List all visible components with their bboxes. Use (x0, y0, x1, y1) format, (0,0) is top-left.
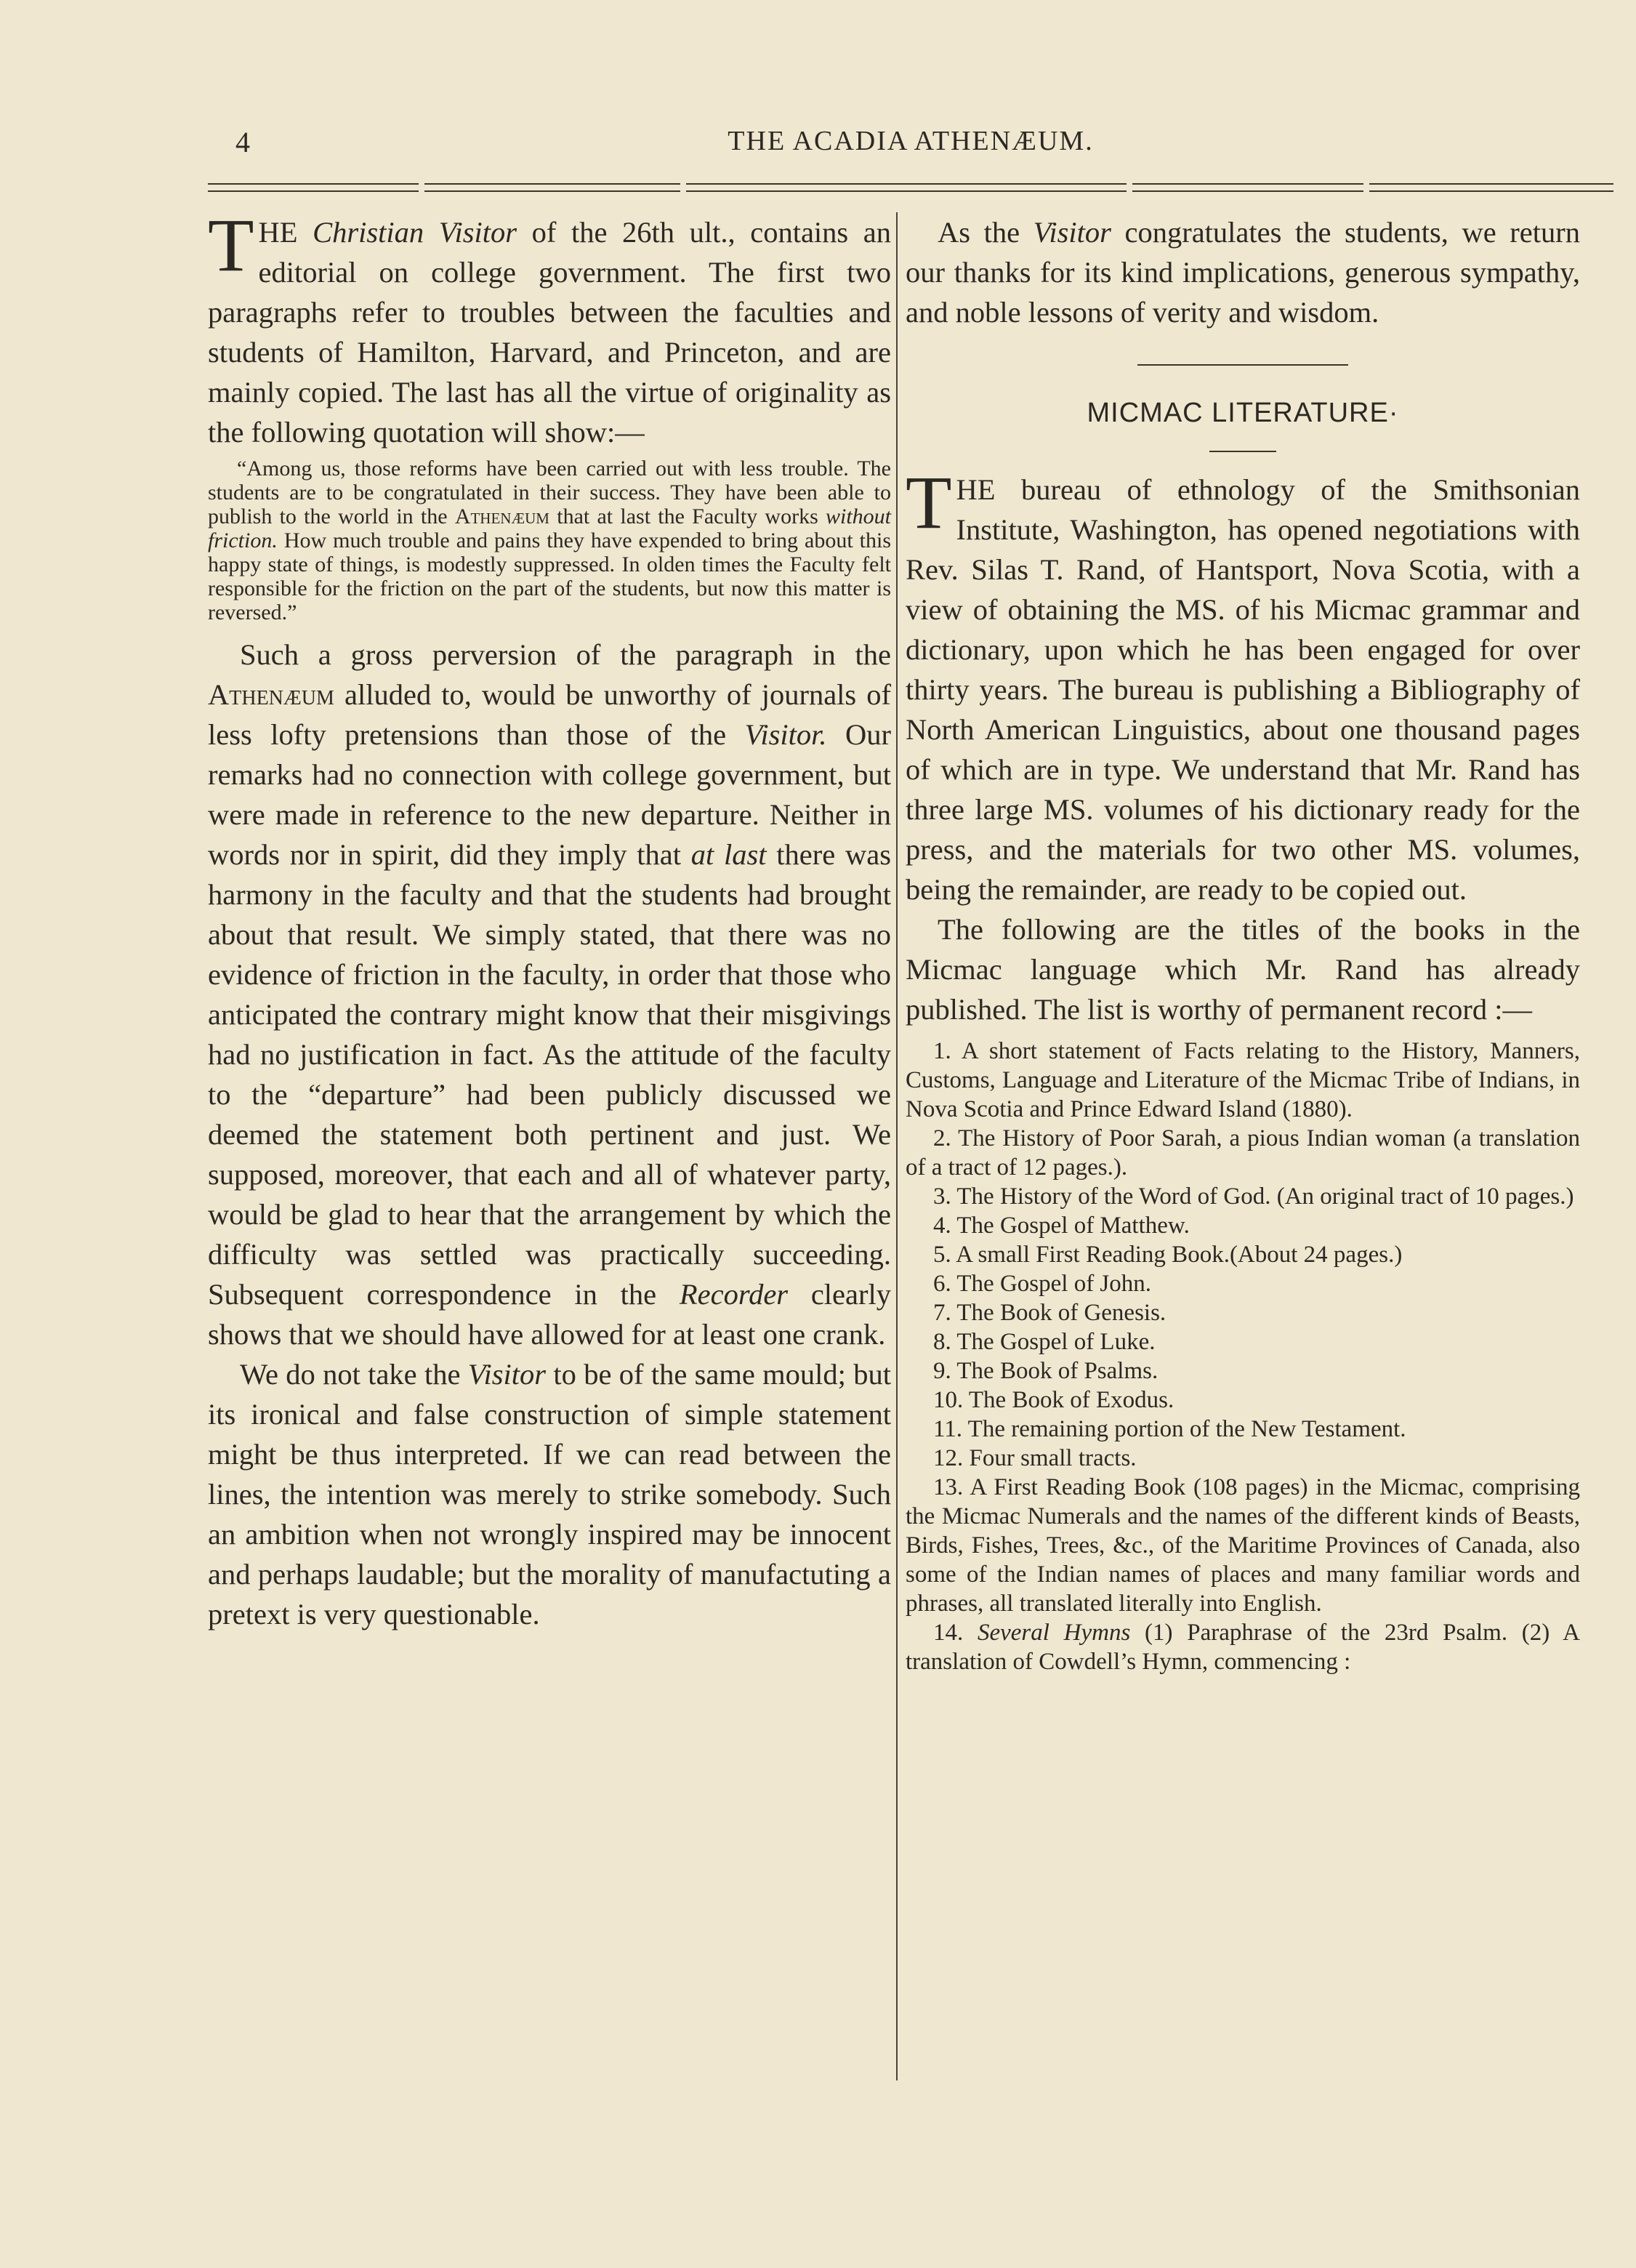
section-divider (1137, 364, 1348, 366)
page-header (208, 125, 1613, 169)
drop-cap: T (906, 461, 952, 544)
drop-cap: T (208, 204, 254, 287)
article-paragraph-1: THE bureau of ethnology of the Smithsonian Institute, Washington, has opened negotiations with Rev. Silas T. Rand, of Hantsport, Nova Scotia, with a view of obtaining the MS. of his Micmac grammar and dictionary, upon which he has been engaged for over thirty years. The bureau is publishing a Bibliography of North American Linguistics, about one thousand pages of which are in type. We understand that Mr. Rand has three large MS. volumes of his dictionary ready for the press, and the materials for two other MS. volumes, being the remainder, are ready to be copied out. (906, 461, 1580, 906)
heading-underline (1209, 451, 1276, 452)
editorial-paragraph-4: As the Visitor congratulates the students, we return our thanks for its kind implications, generous sympathy, and noble lessons of verity and wisdom. (906, 216, 1580, 329)
list-item: 6. The Gospel of John. (933, 1271, 1152, 1297)
list-item: 1. A short statement of Facts relating to the History, Manners, Customs, Language and Literature of the Micmac Tribe of Indians, in Nova Scotia and Prince Edward Island (1880). (906, 1038, 1580, 1122)
list-item: 4. The Gospel of Matthew. (933, 1213, 1190, 1239)
list-item: 7. The Book of Genesis. (933, 1300, 1166, 1326)
left-column (208, 204, 892, 1634)
book-list (906, 1037, 1580, 1676)
list-item: 5. A small First Reading Book.(About 24 pages.) (933, 1242, 1403, 1268)
list-item: 14. Several Hymns (1) Paraphrase of the 23rd Psalm. (2) A translation of Cowdell’s Hymn, commencing : (906, 1620, 1580, 1675)
editorial-paragraph-1: THE Christian Visitor of the 26th ult., contains an editorial on college government. The first two paragraphs refer to troubles between the faculties and students of Hamilton, Harvard, and Princeton, and are mainly copied. The last has all the virtue of originality as the following quotation will show:— (208, 204, 891, 449)
list-item: 10. The Book of Exodus. (933, 1387, 1174, 1413)
list-item: 9. The Book of Psalms. (933, 1358, 1159, 1384)
list-item: 11. The remaining portion of the New Testament. (933, 1416, 1406, 1442)
header-double-rule (208, 183, 1613, 198)
list-item: 2. The History of Poor Sarah, a pious Indian woman (a translation of a tract of 12 pages.). (906, 1125, 1580, 1181)
list-item: 8. The Gospel of Luke. (933, 1329, 1156, 1355)
article-paragraph-2: The following are the titles of the books in the Micmac language which Mr. Rand has already published. The list is worthy of permanent record :— (906, 913, 1580, 1026)
list-item: 12. Four small tracts. (933, 1445, 1137, 1471)
block-quotation: “Among us, those reforms have been carried out with less trouble. The students are to be congratulated in their success. They have been able to publish to the world in the Athenæum that at last the Faculty works without friction. How much trouble and pains they have expended to bring about this happy state of things, is modestly suppressed. In olden times the Faculty felt responsible for the friction on the part of the students, but now this matter is reversed.” (208, 457, 892, 624)
page-number: 4 (235, 126, 250, 158)
list-item: 3. The History of the Word of God. (An original tract of 10 pages.) (933, 1183, 1574, 1210)
right-column (906, 212, 1580, 1676)
list-item: 13. A First Reading Book (108 pages) in the Micmac, comprising the Micmac Numerals and the names of the different kinds of Beasts, Birds, Fishes, Trees, &c., of the Maritime Provinces of Canada, also some of the Indian names of places and many familiar words and phrases, all translated literally into English. (906, 1474, 1580, 1617)
section-heading: MICMAC LITERATURE· (1087, 398, 1399, 428)
column-divider (896, 212, 898, 2080)
editorial-paragraph-2: Such a gross perversion of the paragraph in the Athenæum alluded to, would be unworthy of journals of less lofty pretensions than those of the Visitor. Our remarks had no connection with college government, but were made in reference to the new departure. Neither in words nor in spirit, did they imply that at last there was harmony in the faculty and that the students had brought about that result. We simply stated, that there was no evidence of friction in the faculty, in order that those who anticipated the contrary might know that their misgivings had no justification in fact. As the attitude of the faculty to the “departure” had been publicly discussed we deemed the statement both pertinent and just. We supposed, moreover, that each and all of whatever party, would be glad to hear that the arrangement by which the difficulty was settled was practically succeeding. Subsequent correspondence in the Recorder clearly shows that we should have allowed for at least one crank. (208, 638, 891, 1351)
editorial-paragraph-3: We do not take the Visitor to be of the same mould; but its ironical and false construction of simple statement might be thus interpreted. If we can read between the lines, the intention was merely to strike somebody. Such an ambition when not wrongly inspired may be innocent and perhaps laudable; but the morality of manufactuting a pretext is very questionable. (208, 1358, 891, 1630)
running-title: THE ACADIA ATHENÆUM. (728, 126, 1094, 156)
